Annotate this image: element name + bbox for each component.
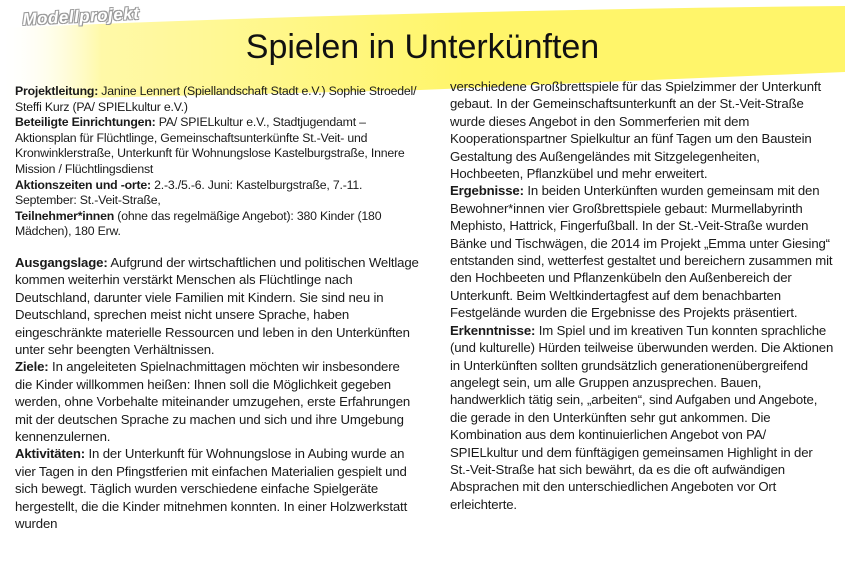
right-column — [450, 78, 835, 513]
section-aktivitaeten: Aktivitäten: In der Unterkunft für Wohnungslose in Aubing wurde an vier Tagen in den Pfingstferien mit einfachen Materialien gespielt und sich bewegt. Täglich wurden verschiedene einfache Spielgeräte hergestellt, die die Kinder mitnehmen konnten. In einer Holzwerkstatt wurden — [15, 446, 408, 532]
project-tag: Modellprojekt — [22, 3, 140, 29]
section-ausgangslage: Ausgangslage: Aufgrund der wirtschaftlichen und politischen Weltlage kommen weiterhin verstärkt Menschen als Flüchtlinge nach Deutschland, darunter viele Familien mit Kindern. Sie sind neu in Deutschland, sprechen meist nicht unsere Sprache, haben eingeschränkte materielle Ressourcen und leben in den Unterkünften unter sehr beengten Verhältnissen. — [15, 254, 419, 357]
meta-projektleitung: Projektleitung: Janine Lennert (Spiellandschaft Stadt e.V.) Sophie Stroedel/ Steffi Kurz (PA/ SPIELkultur e.V.) — [15, 84, 417, 114]
meta-teilnehmer: Teilnehmer*innen (ohne das regelmäßige Angebot): 380 Kinder (180 Mädchen), 180 Erw. — [15, 208, 382, 239]
meta-aktionszeiten: Aktionszeiten und -orte: 2.-3./5.-6. Juni: Kastelburgstraße, 7.-11. September: St.-Veit-Straße, — [15, 177, 363, 208]
page-title: Spielen in Unterkünften — [245, 28, 600, 66]
section-erkenntnisse: Erkenntnisse: Im Spiel und im kreativen Tun konnten sprachliche (und kulturelle) Hürden teilweise überwunden werden. Die Aktionen in Unterkünften sollten grundsätzlich generationenübergreifend angelegt sein, um alle Gruppen anzusprechen. Bauen, handwerklich tätig sein, „arbeiten“, sind Aufgaben und Angebote, die gerade in den Unterkünften sehr gut ankommen. Die Kombination aus dem kontinuierlichen Angebot von PA/ SPIELkultur und dem fünftägigen gemeinsamen Highlight in der St.-Veit-Straße hat sich bewährt, da es die oft aufwändigen Absprachen mit den unterschiedlichen Angeboten vor Ort erleichterte. — [450, 322, 834, 512]
section-ergebnisse: Ergebnisse: In beiden Unterkünften wurden gemeinsam mit den Bewohner*innen vier Großbrettspiele gebaut: Murmellabyrinth Mephisto, Hattrick, Fingerfußball. In der St.-Veit-Straße wurden Bänke und Tischwägen, die 2014 im Projekt „Emma unter Giesing“ entstanden sind, wetterfest gestaltet und bereichern zusammen mit den Hochbeeten und Pflanzenkübeln den Außenbereich der Unterkunft. Beim Weltkindertagfest auf dem benachbarten Festgelände wurden die Ergebnisse des Projekts präsentiert. — [450, 183, 833, 321]
meta-einrichtungen: Beteiligte Einrichtungen: PA/ SPIELkultur e.V., Stadtjugendamt – Aktionsplan für Flüchtlinge, Gemeinschaftsunterkünfte St.-Veit- und Kronwinklerstraße, Unterkunft für Wohnungslose Kastelburgstraße, Innere Mission / Flüchtlingsdienst — [15, 115, 405, 176]
project-meta — [15, 84, 420, 240]
left-column — [15, 84, 420, 532]
section-ziele: Ziele: In angeleiteten Spielnachmittagen möchten wir insbesondere die Kinder willkommen heißen: Ihnen soll die Möglichkeit gegeben werden, ohne Vorbehalte miteinander umzugehen, erste Erfahrungen mit der deutschen Sprache zu machen und sich und ihre Umgebung kennenzulernen. — [15, 359, 411, 444]
section-aktivitaeten-continued: verschiedene Großbrettspiele für das Spielzimmer der Unterkunft gebaut. In der Gemeinschaftsunterkunft an der St.-Veit-Straße wurde dieses Angebot in den Sommerferien mit dem Kooperationspartner Spielkultur an fünf Tagen um den Baustein Gestaltung des Außengeländes mit Sitzgelegenheiten, Hochbeeten, Pflanzkübel und mehr erweitert. — [450, 79, 821, 182]
